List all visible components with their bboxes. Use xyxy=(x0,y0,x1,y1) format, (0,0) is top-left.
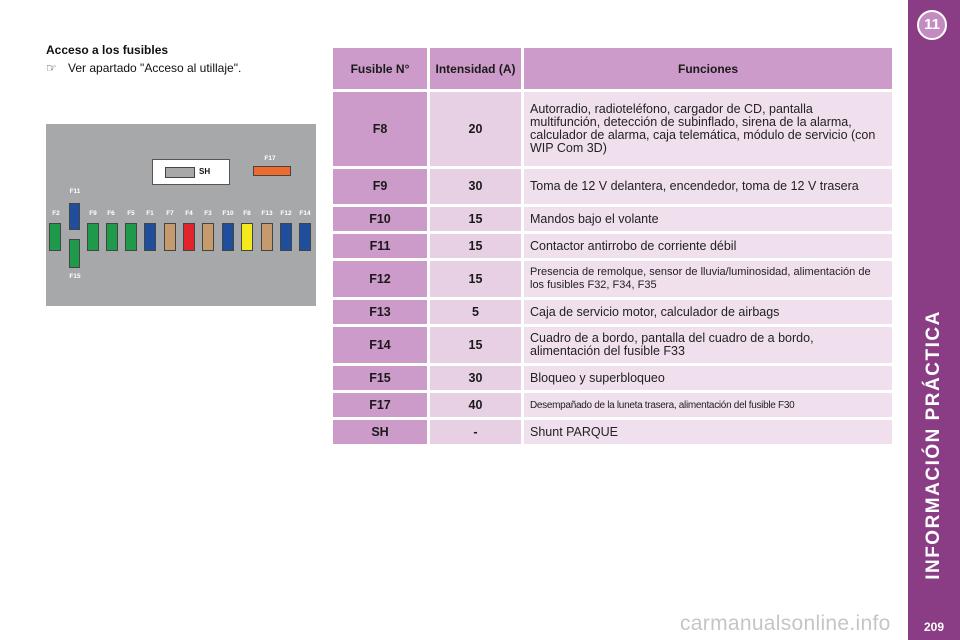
cell-fuse: SH xyxy=(333,420,430,444)
label-f14: F14 xyxy=(299,210,311,217)
shunt-slot xyxy=(152,159,230,185)
fuse-f8 xyxy=(241,223,253,251)
cell-fuse: F10 xyxy=(333,207,430,231)
cell-amp: 5 xyxy=(430,300,524,324)
cell-function: Caja de servicio motor, calculador de airbags xyxy=(524,300,892,324)
cell-function: Bloqueo y superbloqueo xyxy=(524,366,892,390)
cell-fuse: F12 xyxy=(333,261,430,297)
fuse-f7 xyxy=(164,223,176,251)
fuse-f12 xyxy=(280,223,292,251)
shunt-fuse xyxy=(165,167,195,178)
label-f15: F15 xyxy=(69,273,81,280)
table-row xyxy=(333,366,892,390)
label-f8: F8 xyxy=(243,210,251,217)
table-row xyxy=(333,92,892,166)
cell-amp: 15 xyxy=(430,207,524,231)
cell-function: Shunt PARQUE xyxy=(524,420,892,444)
fuse-f5 xyxy=(125,223,137,251)
fuse-f15 xyxy=(69,239,80,268)
label-f3: F3 xyxy=(204,210,212,217)
fuse-f13 xyxy=(261,223,273,251)
label-f5: F5 xyxy=(127,210,135,217)
table-row xyxy=(333,327,892,363)
label-f4: F4 xyxy=(185,210,193,217)
cell-amp: 20 xyxy=(430,92,524,166)
cell-amp: 15 xyxy=(430,234,524,258)
fuse-f2 xyxy=(49,223,61,251)
cell-function: Cuadro de a bordo, pantalla del cuadro de a bordo, alimentación del fusible F33 xyxy=(524,327,892,363)
fuse-f11 xyxy=(69,203,80,230)
label-f1: F1 xyxy=(146,210,154,217)
watermark: carmanualsonline.info xyxy=(680,612,891,635)
cell-function: Desempañado de la luneta trasera, alimentación del fusible F30 xyxy=(524,393,892,417)
header-functions: Funciones xyxy=(524,48,892,89)
header-amp: Intensidad (A) xyxy=(430,48,524,89)
label-f9: F9 xyxy=(89,210,97,217)
label-f2: F2 xyxy=(52,210,60,217)
cell-fuse: F15 xyxy=(333,366,430,390)
fuse-f1 xyxy=(144,223,156,251)
fuse-f3 xyxy=(202,223,214,251)
cell-fuse: F8 xyxy=(333,92,430,166)
label-f12: F12 xyxy=(280,210,292,217)
table-row xyxy=(333,393,892,417)
fuse-f14 xyxy=(299,223,311,251)
label-f7: F7 xyxy=(166,210,174,217)
table-row xyxy=(333,420,892,444)
label-f13: F13 xyxy=(261,210,273,217)
pointing-hand-icon: ☞ xyxy=(46,61,57,75)
cell-amp: 40 xyxy=(430,393,524,417)
chapter-badge: 11 xyxy=(917,10,947,40)
table-row xyxy=(333,300,892,324)
section-reference xyxy=(46,61,241,75)
cell-function: Toma de 12 V delantera, encendedor, toma de 12 V trasera xyxy=(524,169,892,204)
fuse-f17 xyxy=(253,166,291,176)
fuse-f6 xyxy=(106,223,118,251)
label-f11: F11 xyxy=(69,188,81,195)
section-title: Acceso a los fusibles xyxy=(46,43,169,57)
table-header-row xyxy=(333,48,892,89)
cell-amp: 30 xyxy=(430,169,524,204)
cell-fuse: F9 xyxy=(333,169,430,204)
label-f10: F10 xyxy=(222,210,234,217)
cell-amp: 15 xyxy=(430,327,524,363)
chapter-title: INFORMACIÓN PRÁCTICA xyxy=(923,310,944,580)
table-row xyxy=(333,207,892,231)
fuse-f10 xyxy=(222,223,234,251)
fuse-f9 xyxy=(87,223,99,251)
fuse-table xyxy=(333,45,892,447)
fuse-box-diagram xyxy=(46,124,316,306)
page-number: 209 xyxy=(923,620,945,634)
cell-amp: - xyxy=(430,420,524,444)
fuse-f4 xyxy=(183,223,195,251)
label-f6: F6 xyxy=(107,210,115,217)
header-fuse: Fusible N° xyxy=(333,48,430,89)
cell-function: Autorradio, radioteléfono, cargador de CD, pantalla multifunción, detección de subinflado, sirena de la alarma, calculador de alarma, caja telemática, módulo de servicio (con WIP Com 3D) xyxy=(524,92,892,166)
table-row xyxy=(333,234,892,258)
cell-fuse: F13 xyxy=(333,300,430,324)
cell-function: Presencia de remolque, sensor de lluvia/luminosidad, alimentación de los fusibles F32, F34, F35 xyxy=(524,261,892,297)
cell-fuse: F11 xyxy=(333,234,430,258)
cell-function: Contactor antirrobo de corriente débil xyxy=(524,234,892,258)
cell-function: Mandos bajo el volante xyxy=(524,207,892,231)
label-f17: F17 xyxy=(264,155,276,162)
shunt-label: SH xyxy=(199,167,211,176)
cell-amp: 15 xyxy=(430,261,524,297)
table-row xyxy=(333,261,892,297)
table-row xyxy=(333,169,892,204)
cell-fuse: F14 xyxy=(333,327,430,363)
cell-amp: 30 xyxy=(430,366,524,390)
cell-fuse: F17 xyxy=(333,393,430,417)
reference-text: Ver apartado "Acceso al utillaje". xyxy=(68,61,242,75)
